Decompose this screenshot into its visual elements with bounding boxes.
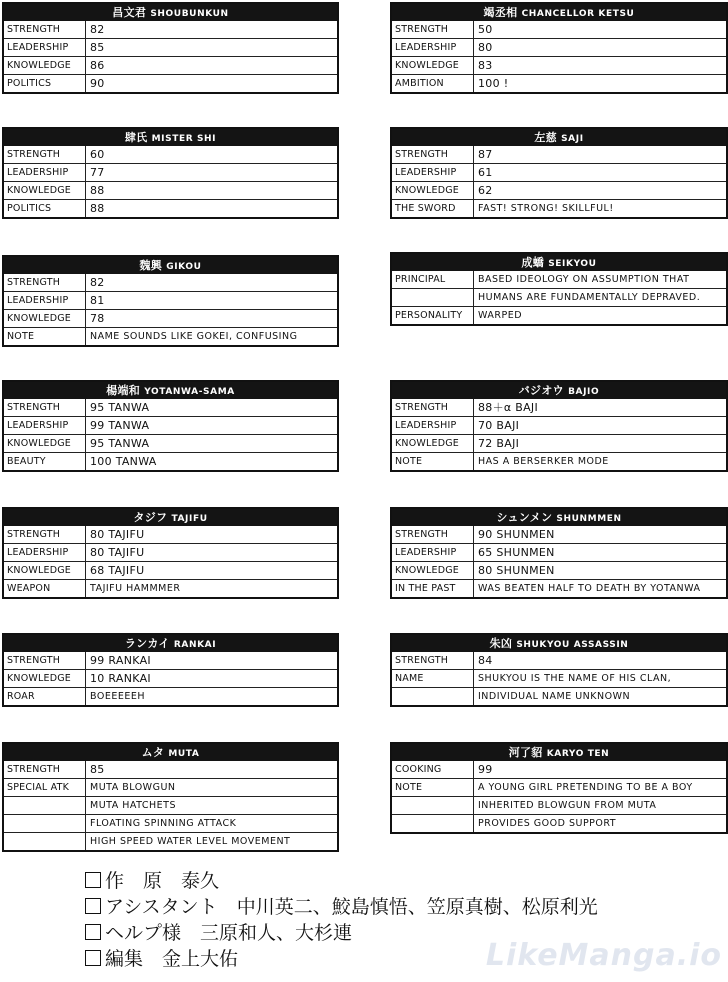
stat-row (392, 687, 726, 705)
card-title (392, 635, 726, 652)
card-title-en: RANKAI (173, 640, 217, 650)
stat-label: WEAPON (4, 580, 86, 597)
card-title-jp: タジフ (133, 511, 168, 524)
stat-value: 77 (90, 166, 105, 179)
stat-row (392, 288, 726, 306)
stat-row (392, 181, 726, 199)
stat-card-shi (2, 127, 339, 219)
stat-label (4, 797, 86, 814)
credit-editor: 編集 金上大佑 (85, 946, 598, 972)
stat-label: KNOWLEDGE (392, 562, 474, 579)
stat-label: NOTE (392, 453, 474, 470)
card-title (4, 635, 337, 652)
stat-value: A YOUNG GIRL PRETENDING TO BE A BOY (478, 782, 693, 793)
stat-label (392, 289, 474, 306)
stat-card-shoubunkun (2, 2, 339, 94)
checkbox-icon (85, 898, 101, 914)
stat-row (392, 199, 726, 217)
stat-value: 60 (90, 148, 105, 161)
stat-row (4, 796, 337, 814)
card-title (392, 509, 726, 526)
stat-value: HIGH SPEED WATER LEVEL MOVEMENT (90, 836, 291, 847)
stat-value: WARPED (478, 310, 523, 321)
stat-label: STRENGTH (4, 21, 86, 38)
stat-label: IN THE PAST (392, 580, 474, 597)
card-title (392, 129, 726, 146)
stat-value: 81 (90, 294, 105, 307)
stat-label: KNOWLEDGE (4, 435, 86, 452)
stat-value: 80 TAJIFU (90, 528, 145, 541)
checkbox-icon (85, 872, 101, 888)
stat-label: KNOWLEDGE (392, 57, 474, 74)
stat-row (4, 526, 337, 543)
card-title-en: BAJIO (568, 387, 600, 397)
stat-value: 68 TAJIFU (90, 564, 145, 577)
stat-card-seikyou (390, 252, 728, 326)
stat-row (392, 796, 726, 814)
stat-value: 99 TANWA (90, 419, 150, 432)
stat-row (392, 306, 726, 324)
stat-row (392, 561, 726, 579)
stat-value: HAS A BERSERKER MODE (478, 456, 609, 467)
card-title-en: SHOUBUNKUN (150, 9, 229, 19)
stat-row (392, 399, 726, 416)
stat-value: 82 (90, 276, 105, 289)
card-title-jp: 竭丞相 (483, 6, 518, 19)
stat-label: LEADERSHIP (392, 164, 474, 181)
stat-label: SPECIAL ATK (4, 779, 86, 796)
stat-value: INDIVIDUAL NAME UNKNOWN (478, 691, 631, 702)
stat-card-rankai (2, 633, 339, 707)
stat-label: STRENGTH (4, 274, 86, 291)
card-title-en: YOTANWA-SAMA (144, 387, 235, 397)
stat-label (4, 833, 86, 850)
stat-row (4, 274, 337, 291)
card-title-jp: 昌文君 (112, 6, 147, 19)
stat-row (4, 579, 337, 597)
stat-card-yotanwa (2, 380, 339, 472)
card-title-jp: 河了貂 (508, 746, 543, 759)
stat-row (4, 814, 337, 832)
stat-row (4, 181, 337, 199)
stat-card-gikou (2, 255, 339, 347)
stat-row (4, 416, 337, 434)
stat-label (392, 797, 474, 814)
stat-row (392, 761, 726, 778)
stat-label: KNOWLEDGE (4, 310, 86, 327)
stat-card-muta (2, 742, 339, 852)
stat-row (392, 579, 726, 597)
stat-label: STRENGTH (392, 21, 474, 38)
stat-label: NOTE (4, 328, 86, 345)
stat-value: 80 TAJIFU (90, 546, 145, 559)
credit-assistants: アシスタント 中川英二、鮫島慎悟、笠原真樹、松原利光 (85, 894, 598, 920)
stat-label: ROAR (4, 688, 86, 705)
stat-row (392, 652, 726, 669)
stat-value: 88 (90, 184, 105, 197)
card-title (4, 744, 337, 761)
card-title-jp: シュンメン (496, 511, 553, 524)
stat-label (392, 815, 474, 832)
stat-value: HUMANS ARE FUNDAMENTALLY DEPRAVED. (478, 292, 701, 303)
card-title-jp: ムタ (141, 746, 165, 759)
stat-row (4, 669, 337, 687)
stat-row (392, 38, 726, 56)
stat-label: AMBITION (392, 75, 474, 92)
stat-row (4, 38, 337, 56)
stat-label: LEADERSHIP (4, 417, 86, 434)
stat-row (392, 74, 726, 92)
credit-help: ヘルプ様 三原和人、大杉連 (85, 920, 598, 946)
stat-row (392, 434, 726, 452)
stat-row (392, 669, 726, 687)
stat-value: MUTA HATCHETS (90, 800, 176, 811)
stat-value: SHUKYOU IS THE NAME OF HIS CLAN, (478, 673, 672, 684)
card-title (392, 744, 726, 761)
stat-label: KNOWLEDGE (4, 57, 86, 74)
stat-label: STRENGTH (4, 526, 86, 543)
stat-row (4, 652, 337, 669)
stat-value: 88 (90, 202, 105, 215)
stat-label: STRENGTH (4, 399, 86, 416)
stat-label: COOKING (392, 761, 474, 778)
stat-value: 90 SHUNMEN (478, 528, 555, 541)
stat-value: 86 (90, 59, 105, 72)
stat-label: LEADERSHIP (4, 39, 86, 56)
card-title (392, 4, 726, 21)
stat-row (4, 74, 337, 92)
stat-label: STRENGTH (4, 652, 86, 669)
stat-row (4, 687, 337, 705)
checkbox-icon (85, 924, 101, 940)
stat-label: LEADERSHIP (392, 417, 474, 434)
card-title-jp: 楊端和 (106, 384, 141, 397)
stat-row (4, 199, 337, 217)
stat-value: WAS BEATEN HALF TO DEATH BY YOTANWA (478, 583, 701, 594)
stat-value: PROVIDES GOOD SUPPORT (478, 818, 617, 829)
card-title-en: SHUKYOU ASSASSIN (516, 640, 629, 650)
stat-value: 95 TANWA (90, 437, 150, 450)
stat-row (392, 163, 726, 181)
stat-label: LEADERSHIP (4, 544, 86, 561)
stat-value: 70 BAJI (478, 419, 520, 432)
card-title-en: MUTA (168, 749, 200, 759)
stat-label: KNOWLEDGE (4, 182, 86, 199)
stat-row (4, 56, 337, 74)
stat-row (392, 543, 726, 561)
stat-value: BOEEEEEH (90, 691, 145, 702)
stat-card-tajifu (2, 507, 339, 599)
stat-label: BEAUTY (4, 453, 86, 470)
stat-value: FAST! STRONG! SKILLFUL! (478, 203, 614, 214)
stat-label: KNOWLEDGE (392, 182, 474, 199)
card-title-en: SAJI (561, 134, 584, 144)
stat-row (4, 146, 337, 163)
stat-card-karyo (390, 742, 728, 834)
card-title-jp: 左慈 (534, 131, 557, 144)
card-title-en: MISTER SHI (151, 134, 217, 144)
stat-value: 65 SHUNMEN (478, 546, 555, 559)
card-title (4, 4, 337, 21)
stat-card-saji (390, 127, 728, 219)
stat-value: 50 (478, 23, 493, 36)
stat-row (4, 543, 337, 561)
stat-row (4, 163, 337, 181)
stat-value: BASED IDEOLOGY ON ASSUMPTION THAT (478, 274, 690, 285)
stat-value: 80 (478, 41, 493, 54)
stat-label: PRINCIPAL (392, 271, 474, 288)
stat-value: 72 BAJI (478, 437, 520, 450)
stat-label: LEADERSHIP (4, 292, 86, 309)
stat-label: THE SWORD (392, 200, 474, 217)
stat-label: NAME (392, 670, 474, 687)
stat-value: 62 (478, 184, 493, 197)
card-title (4, 257, 337, 274)
card-title-en: TAJIFU (171, 514, 208, 524)
stat-value: 87 (478, 148, 493, 161)
card-title-en: GIKOU (166, 262, 202, 272)
stat-row (392, 814, 726, 832)
stat-row (392, 526, 726, 543)
checkbox-icon (85, 950, 101, 966)
stat-label: KNOWLEDGE (4, 562, 86, 579)
card-title-jp: ランカイ (124, 637, 170, 650)
card-title (4, 382, 337, 399)
stat-value: 83 (478, 59, 493, 72)
stat-value: 61 (478, 166, 493, 179)
stat-value: 90 (90, 77, 105, 90)
stat-row (4, 761, 337, 778)
stat-row (392, 21, 726, 38)
stat-label: STRENGTH (4, 146, 86, 163)
stat-row (4, 832, 337, 850)
stat-label: STRENGTH (392, 399, 474, 416)
card-title-jp: 朱凶 (489, 637, 513, 650)
stat-row (4, 561, 337, 579)
card-title-en: KARYO TEN (546, 749, 610, 759)
stat-value: INHERITED BLOWGUN FROM MUTA (478, 800, 657, 811)
stat-value: 82 (90, 23, 105, 36)
stat-value: 10 RANKAI (90, 672, 151, 685)
stat-value: 84 (478, 654, 493, 667)
card-title (392, 382, 726, 399)
stat-value: 78 (90, 312, 105, 325)
stat-label: LEADERSHIP (392, 544, 474, 561)
stat-label: STRENGTH (392, 526, 474, 543)
stat-value: 80 SHUNMEN (478, 564, 555, 577)
stat-label: POLITICS (4, 200, 86, 217)
stat-label (392, 688, 474, 705)
stat-row (392, 416, 726, 434)
card-title-en: SHUNMMEN (556, 514, 622, 524)
card-title (4, 129, 337, 146)
stat-value: 100 TANWA (90, 455, 157, 468)
stat-label: POLITICS (4, 75, 86, 92)
stat-row (392, 271, 726, 288)
stat-value: 88＋α BAJI (478, 401, 539, 414)
stat-value: TAJIFU HAMMMER (90, 583, 181, 594)
stat-label: STRENGTH (392, 652, 474, 669)
stat-value: 85 (90, 763, 105, 776)
stat-value: 99 RANKAI (90, 654, 151, 667)
stat-row (4, 327, 337, 345)
stat-value: FLOATING SPINNING ATTACK (90, 818, 237, 829)
stat-row (4, 291, 337, 309)
stat-row (392, 146, 726, 163)
stat-value: 100 ! (478, 77, 509, 90)
stat-card-assassin (390, 633, 728, 707)
stat-row (4, 778, 337, 796)
stat-label: KNOWLEDGE (4, 670, 86, 687)
stat-value: NAME SOUNDS LIKE GOKEI, CONFUSING (90, 331, 298, 342)
stat-label: LEADERSHIP (392, 39, 474, 56)
card-title-jp: バジオウ (518, 384, 564, 397)
stat-value: 99 (478, 763, 493, 776)
stat-row (392, 452, 726, 470)
stat-label: LEADERSHIP (4, 164, 86, 181)
card-title-jp: 成蟜 (521, 256, 545, 269)
credit-author: 作 原 泰久 (85, 868, 598, 894)
stat-value: 85 (90, 41, 105, 54)
stat-card-ketsu (390, 2, 728, 94)
card-title (392, 254, 726, 271)
stat-value: 95 TANWA (90, 401, 150, 414)
stat-value: MUTA BLOWGUN (90, 782, 176, 793)
card-title (4, 509, 337, 526)
stat-row (392, 778, 726, 796)
stat-label: PERSONALITY (392, 307, 474, 324)
card-title-jp: 魏興 (139, 259, 163, 272)
stat-row (392, 56, 726, 74)
card-title-jp: 肆氏 (124, 131, 148, 144)
stat-row (4, 21, 337, 38)
stat-row (4, 452, 337, 470)
card-title-en: SEIKYOU (548, 259, 597, 269)
stat-row (4, 399, 337, 416)
stat-label: STRENGTH (4, 761, 86, 778)
stat-label: STRENGTH (392, 146, 474, 163)
stat-row (4, 434, 337, 452)
card-title-en: CHANCELLOR KETSU (521, 9, 635, 19)
stat-card-bajio (390, 380, 728, 472)
stat-row (4, 309, 337, 327)
stat-label (4, 815, 86, 832)
stat-label: KNOWLEDGE (392, 435, 474, 452)
stat-label: NOTE (392, 779, 474, 796)
stat-card-shunmmen (390, 507, 728, 599)
watermark: LikeManga.io (485, 938, 722, 973)
